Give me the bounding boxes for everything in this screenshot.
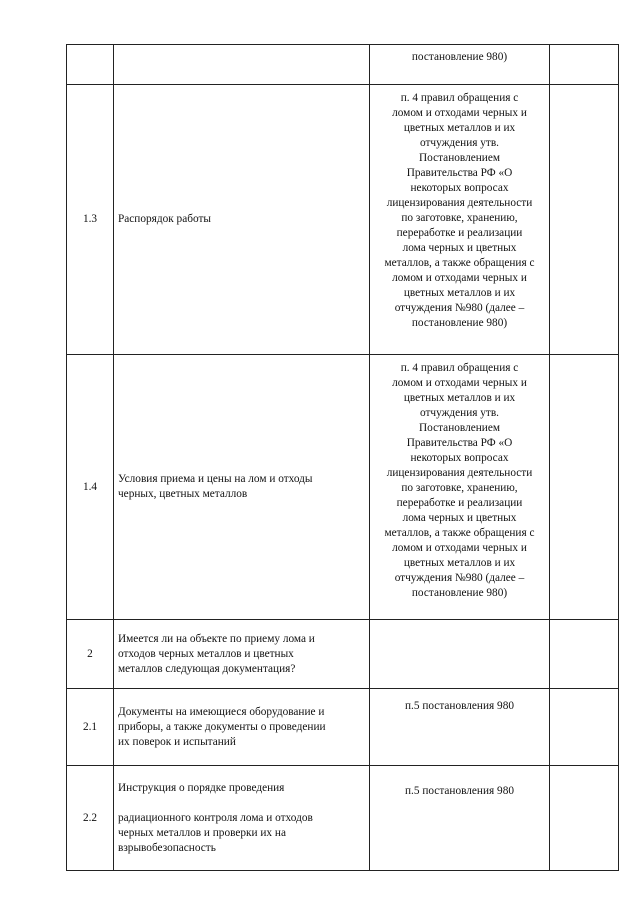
reference-line: ломом и отходами черных и bbox=[392, 272, 527, 284]
reference-line: лома черных и цветных bbox=[402, 242, 517, 254]
reference-line: некоторых вопросах bbox=[410, 182, 509, 194]
row-reference bbox=[370, 620, 550, 689]
row-number: 1.4 bbox=[67, 355, 114, 620]
table-row bbox=[67, 355, 619, 620]
row-mark bbox=[550, 45, 619, 85]
table-row bbox=[67, 766, 619, 871]
reference-line: ломом и отходами черных и bbox=[392, 107, 527, 119]
reference-line: Постановлением bbox=[419, 422, 500, 434]
title-line: радиационного контроля лома и отходов bbox=[118, 811, 313, 824]
row-title bbox=[114, 355, 370, 620]
checklist-table bbox=[66, 44, 619, 871]
row-number: 2 bbox=[67, 620, 114, 689]
reference-line: ломом и отходами черных и bbox=[392, 542, 527, 554]
row-title bbox=[114, 689, 370, 766]
title-line: приборы, а также документы о проведении bbox=[118, 720, 326, 733]
title-line bbox=[118, 796, 364, 811]
table-row bbox=[67, 689, 619, 766]
row-mark bbox=[550, 766, 619, 871]
row-reference bbox=[370, 85, 550, 355]
reference-line: отчуждения №980 (далее – bbox=[394, 572, 525, 584]
reference-line: по заготовке, хранению, bbox=[401, 482, 518, 494]
reference-line: металлов, а также обращения с bbox=[384, 527, 535, 539]
table-row bbox=[67, 620, 619, 689]
row-title bbox=[114, 620, 370, 689]
reference-line: переработке и реализации bbox=[396, 227, 523, 239]
row-mark bbox=[550, 85, 619, 355]
title-line: Документы на имеющиеся оборудование и bbox=[118, 705, 325, 718]
row-number: 1.3 bbox=[67, 85, 114, 355]
reference-line: некоторых вопросах bbox=[410, 452, 509, 464]
table-row bbox=[67, 85, 619, 355]
reference-line: Правительства РФ «О bbox=[406, 437, 513, 449]
reference-line: цветных металлов и их bbox=[403, 122, 516, 134]
reference-line: ломом и отходами черных и bbox=[392, 377, 527, 389]
title-line: черных, цветных металлов bbox=[118, 488, 248, 500]
reference-line: переработке и реализации bbox=[396, 497, 523, 509]
reference-line: лома черных и цветных bbox=[402, 512, 517, 524]
reference-line: цветных металлов и их bbox=[403, 287, 516, 299]
row-reference: п.5 постановления 980 bbox=[370, 766, 550, 871]
row-number: 2.1 bbox=[67, 689, 114, 766]
reference-line: цветных металлов и их bbox=[403, 557, 516, 569]
title-line: Инструкция о порядке проведения bbox=[118, 781, 285, 794]
reference-line: цветных металлов и их bbox=[403, 392, 516, 404]
row-mark bbox=[550, 355, 619, 620]
row-reference: постановление 980) bbox=[370, 45, 550, 85]
reference-line: отчуждения утв. bbox=[419, 137, 500, 149]
title-line: отходов черных металлов и цветных bbox=[118, 647, 294, 660]
row-mark bbox=[550, 689, 619, 766]
table-row bbox=[67, 45, 619, 85]
reference-line: отчуждения утв. bbox=[419, 407, 500, 419]
reference-line: отчуждения №980 (далее – bbox=[394, 302, 525, 314]
reference-line: Постановлением bbox=[419, 152, 500, 164]
reference-line: по заготовке, хранению, bbox=[401, 212, 518, 224]
row-number: 2.2 bbox=[67, 766, 114, 871]
reference-line: п. 4 правил обращения с bbox=[400, 362, 519, 374]
title-line: Условия приема и цены на лом и отходы bbox=[118, 473, 313, 485]
row-number bbox=[67, 45, 114, 85]
row-reference: п.5 постановления 980 bbox=[370, 689, 550, 766]
title-line: черных металлов и проверки их на bbox=[118, 826, 286, 839]
row-mark bbox=[550, 620, 619, 689]
reference-line: п. 4 правил обращения с bbox=[400, 92, 519, 104]
reference-line: постановление 980) bbox=[411, 317, 508, 329]
row-title bbox=[114, 766, 370, 871]
reference-line: постановление 980) bbox=[411, 587, 508, 599]
row-title bbox=[114, 45, 370, 85]
reference-line: лицензирования деятельности bbox=[386, 467, 533, 479]
reference-line: Правительства РФ «О bbox=[406, 167, 513, 179]
row-title: Распорядок работы bbox=[114, 85, 370, 355]
reference-line: металлов, а также обращения с bbox=[384, 257, 535, 269]
row-reference bbox=[370, 355, 550, 620]
title-line: взрывобезопасность bbox=[118, 841, 216, 854]
title-line: металлов следующая документация? bbox=[118, 662, 296, 675]
title-line: их поверок и испытаний bbox=[118, 735, 236, 748]
title-line: Имеется ли на объекте по приему лома и bbox=[118, 632, 315, 645]
reference-line: лицензирования деятельности bbox=[386, 197, 533, 209]
